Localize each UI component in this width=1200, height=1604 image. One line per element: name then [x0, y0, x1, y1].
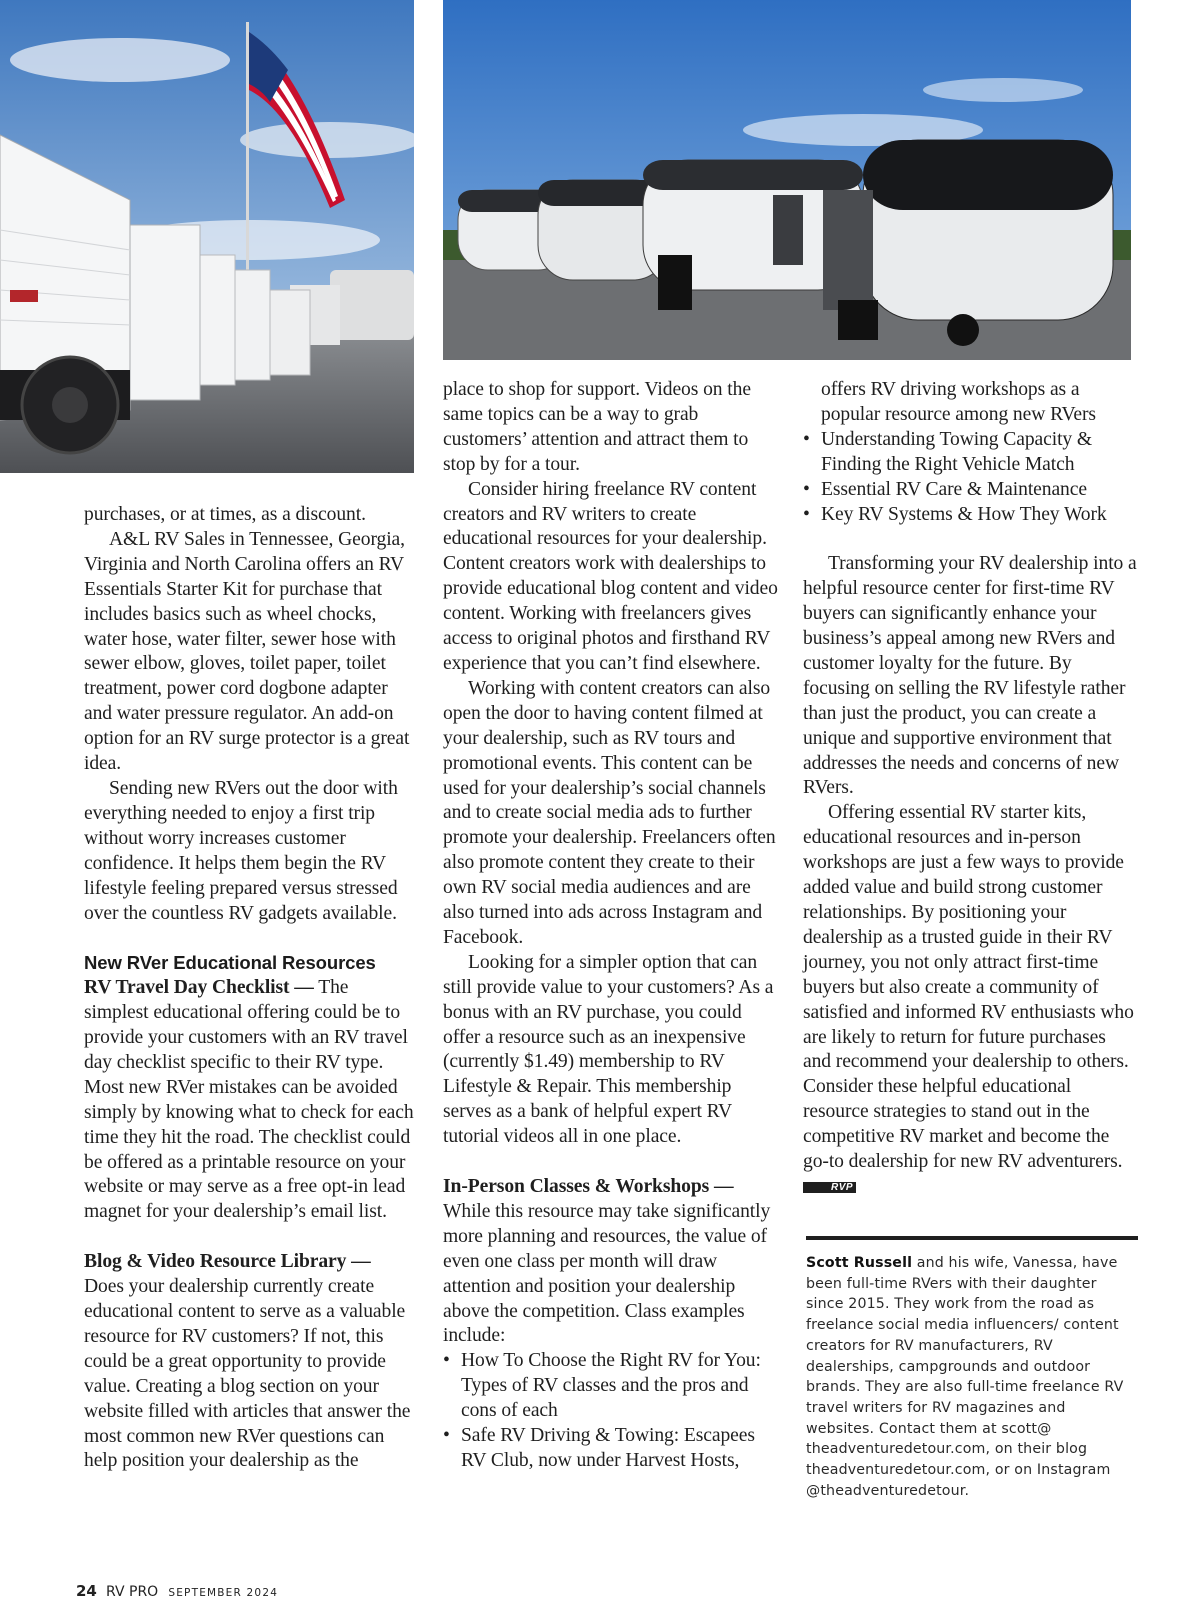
- list-item: • Understanding Towing Capacity & Finding the Right Vehicle Match: [803, 428, 1138, 478]
- paragraph-text: Does your dealership currently create educational content to serve as a valuable resource for RV customers? If not, this could be a great opportunity to provide value. Creating a blog section on your website filled with articles that answer the most common new RVer questions can help position your dealership as the: [84, 1276, 411, 1472]
- paragraph: [84, 1250, 414, 1474]
- author-bio: [806, 1253, 1138, 1501]
- article-column-2: [443, 378, 778, 1474]
- author-name: Scott Russell: [806, 1255, 913, 1271]
- page-footer: [76, 1582, 278, 1600]
- class-examples-list-continued: [803, 428, 1138, 528]
- section-heading: New RVer Educational Resources: [84, 952, 376, 974]
- page-number: 24: [76, 1582, 97, 1600]
- rv-lot-flag-illustration: [0, 0, 414, 473]
- paragraph: Working with content creators can also open the door to having content filmed at your dealership, such as RV tours and promotional events. This content can be used for your dealership’s social channels and to create social media ads to further promote your dealership. Freelancers often also promote content they create to their own RV social media audiences and are also turned into ads across Instagram and Facebook.: [443, 677, 776, 948]
- paragraph: purchases, or at times, as a discount.: [84, 504, 366, 525]
- paragraph: A&L RV Sales in Tennessee, Georgia, Virginia and North Carolina offers an RV Essentials Starter Kit for purchase that includes basics such as wheel chocks, water hose, water filter, sewer hose with sewer elbow, gloves, toilet paper, toilet treatment, power cord dogbone adapter and water pressure regulator. An add-on option for an RV surge protector is a great idea.: [84, 528, 410, 775]
- author-bio-text: and his wife, Vanessa, have been full-time RVers with their daughter since 2015. They work from the road as freelance social media influencers/ content creators for RV manufacturers, RV dealerships, campgrounds and outdoor brands. They are also full-time freelance RV travel writers for RV magazines and websites. Contact them at scott@ theadventuredetour.com, on their blog theadventuredetour.com, or on Instagram @theadventuredetour.: [806, 1255, 1124, 1499]
- class-examples-list: [443, 1349, 778, 1474]
- issue-date: SEPTEMBER 2024: [168, 1587, 279, 1599]
- paragraph: Transforming your RV dealership into a helpful resource center for first-time RV buyers can significantly enhance your business’s appeal among new RVers and customer loyalty for the future. By focusing on selling the RV lifestyle rather than just the product, you can create a unique and supportive environment that addresses the needs and concerns of new RVers.: [803, 553, 1137, 799]
- paragraph: Consider hiring freelance RV content creators and RV writers to create educational resources for your dealership. Content creators work with dealerships to provide educational blog content and video content. Working with freelancers gives access to original photos and firsthand RV experience that you can’t find elsewhere.: [443, 478, 778, 674]
- list-item: • How To Choose the Right RV for You: Types of RV classes and the pros and cons of each: [443, 1349, 778, 1424]
- lead-in: RV Travel Day Checklist —: [84, 977, 314, 999]
- paragraph-text: The simplest educational offering could be to provide your customers with an RV travel day checklist specific to their RV type. Most new RVer mistakes can be avoided simply by knowing what to check for each time they hit the road. The checklist could be offered as a printable resource on your website or may serve as a free opt-in lead magnet for your dealership’s email list.: [84, 977, 414, 1223]
- travel-trailers-illustration: [443, 0, 1131, 360]
- paragraph: Sending new RVers out the door with everything needed to enjoy a first trip without worry increases customer confidence. It helps them begin the RV lifestyle feeling prepared versus stressed over the countless RV gadgets available.: [84, 777, 398, 924]
- lead-in: In-Person Classes & Workshops —: [443, 1175, 734, 1197]
- travel-trailers-row-photo: [443, 0, 1131, 360]
- paragraph: [84, 976, 414, 1225]
- bio-divider: [806, 1236, 1138, 1240]
- article-column-1: [84, 503, 414, 1474]
- paragraph: place to shop for support. Videos on the same topics can be a way to grab customers’ attention and attract them to stop by for a tour.: [443, 379, 751, 475]
- paragraph: [443, 1175, 778, 1349]
- list-continuation: offers RV driving workshops as a popular resource among new RVers: [821, 379, 1096, 425]
- list-item: • Key RV Systems & How They Work: [803, 503, 1138, 528]
- list-item: • Safe RV Driving & Towing: Escapees RV Club, now under Harvest Hosts,: [443, 1424, 778, 1474]
- paragraph-text: While this resource may take significantly more planning and resources, the value of even one class per month will draw attention and position your dealership above the competition. Class examples include:: [443, 1200, 771, 1347]
- paragraph: Looking for a simpler option that can still provide value to your customers? As a bonus with an RV purchase, you could offer a resource such as an inexpensive (currently $1.49) membership to RV Lifestyle & Repair. This membership serves as a bank of helpful expert RV tutorial videos all in one place.: [443, 951, 774, 1148]
- paragraph-text: Offering essential RV starter kits, educational resources and in-person workshops are just a few ways to provide added value and build strong customer relationships. By positioning your dealership as a trusted guide in their RV journey, you not only attract first-time buyers but also create a community of satisfied and informed RV enthusiasts who are likely to return for future purchases and recommend your dealership to others. Consider these helpful educational resource strategies to stand out in the competitive RV market and become the go-to dealership for new RV adventurers.: [803, 802, 1134, 1173]
- rv-lot-flag-photo: [0, 0, 414, 473]
- list-item: • Essential RV Care & Maintenance: [803, 478, 1138, 503]
- paragraph: [803, 801, 1138, 1200]
- article-column-3: [803, 378, 1138, 1200]
- publication-name: RV PRO: [106, 1584, 159, 1600]
- rvp-end-mark: RVP: [803, 1182, 856, 1193]
- lead-in: Blog & Video Resource Library —: [84, 1251, 371, 1273]
